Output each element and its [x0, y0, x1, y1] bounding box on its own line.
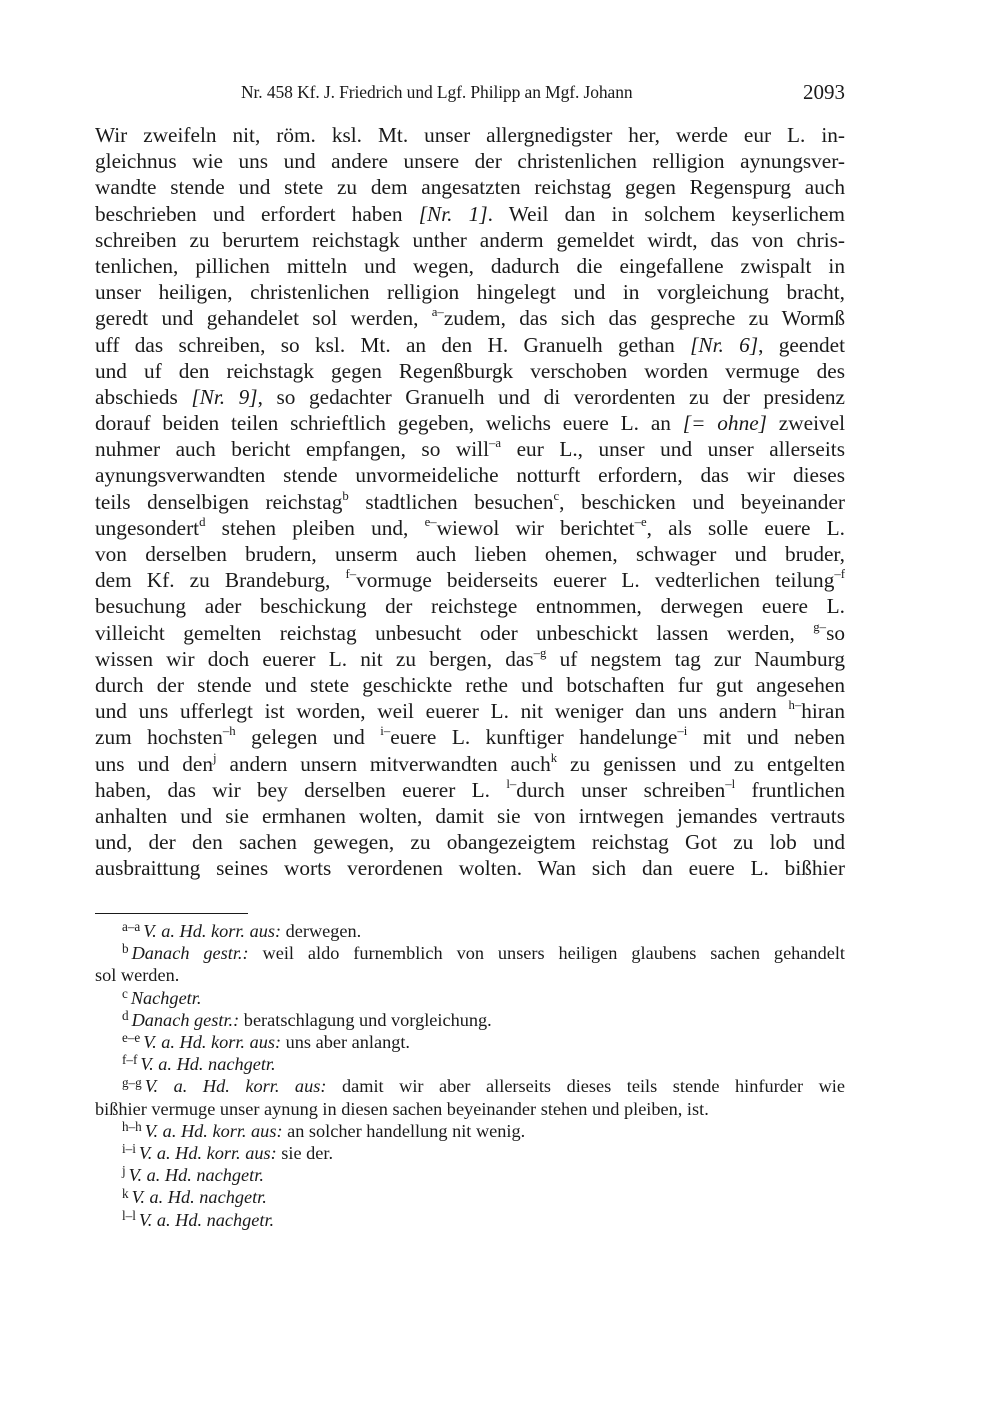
footnote-text: Nachgetr. — [130, 987, 202, 1008]
footnote-mark: k — [122, 1185, 129, 1201]
text-line: ungesondert$^d$ stehen pleiben und, $^{e-}$wiewol wir berichtet$^{-e}$, als solle euere L. — [95, 514, 845, 540]
footnote-line — [95, 964, 845, 986]
text-line: wissen wir doch euerer L. nit zu bergen, das$^{-g}$ uf negstem tag zur Naumburg — [95, 645, 845, 671]
footnote-text: Danach gestr.: weil aldo furnemblich von unsers heiligen glaubens sachen gehandelt — [131, 943, 845, 964]
footnote-text: V. a. Hd. nachgetr. — [140, 1054, 276, 1075]
footnote-line — [95, 1120, 845, 1142]
text-line: tenlichen, pillichen mitteln und wegen, dadurch die eingefallene zwispalt in — [95, 253, 845, 278]
footnote-mark: d — [122, 1007, 129, 1023]
footnote-line — [95, 1209, 845, 1231]
footnote-line — [95, 1053, 845, 1075]
footnote-line — [95, 920, 845, 942]
footnote — [95, 1186, 845, 1208]
text-line: Wir zweifeln nit, röm. ksl. Mt. unser allergnedigster her, werde eur L. in- — [95, 123, 845, 147]
text-line: villeicht gemelten reichstag unbesucht oder unbeschickt lassen werden, $^{g-}$so — [95, 619, 845, 645]
text-line: besuchung ader beschickung der reichstege entnommen, derwegen euere L. — [95, 594, 845, 619]
footnote-text: V. a. Hd. korr. aus: damit wir aber allerseits dieses teils stende hinfurder wie — [144, 1076, 845, 1097]
footnote-text: V. a. Hd. korr. aus: sie der. — [138, 1143, 334, 1164]
footnote-mark: j — [122, 1163, 126, 1179]
footnote-mark: b — [122, 941, 129, 957]
footnote-mark: f–f — [122, 1052, 138, 1068]
text-line: schreiben zu berurtem reichstagk unther anderm gemeldet wirdt, das von chris- — [95, 227, 845, 252]
text-line: anhalten und sie ermhanen wolten, damit sie von irntwegen jemandes vertrauts — [95, 803, 845, 828]
footnote — [95, 942, 845, 986]
footnote-mark: e–e — [122, 1030, 141, 1046]
footnote — [95, 1209, 845, 1231]
text-line: zum hochsten$^{-h}$ gelegen und $^{i-}$euere L. kunftiger handelunge$^{-i}$ mit und neben — [95, 724, 846, 750]
text-line: durch der stende und stete geschickte rethe und botschaften fur gut angesehen — [95, 672, 845, 697]
page-number: 2093 — [803, 80, 845, 104]
footnote-mark: h–h — [122, 1118, 142, 1134]
footnote-line — [95, 1164, 845, 1186]
footnotes — [95, 920, 845, 1231]
text-line: und, der den sachen gewegen, zu obangezeigtem reichstag Got zu lob und — [95, 830, 845, 855]
footnote-text: V. a. Hd. nachgetr. — [131, 1187, 267, 1208]
text-line: von derselben brudern, unserm auch lieben ohemen, schwager und bruder, — [95, 542, 845, 566]
text-line: geredt und gehandelet sol werden, $^{a-}$zudem, das sich das gespreche zu Wormß — [95, 305, 845, 331]
text-line: aynungsverwandten stende unvormeideliche notturft erfordern, das wir dieses — [95, 463, 845, 488]
footnote-line — [95, 1186, 845, 1208]
text-line: uff das schreiben, so ksl. Mt. an den H. Granuelh gethan [Nr. 6], geendet — [95, 332, 845, 357]
footnote — [95, 1164, 845, 1186]
page-header — [95, 80, 845, 108]
main-text — [95, 122, 845, 881]
footnote — [95, 1031, 845, 1053]
text-line: gleichnus wie uns und andere unsere der christenlichen relligion aynungsver- — [95, 149, 845, 174]
footnote-text: V. a. Hd. korr. aus: an solcher handellung nit wenig. — [144, 1120, 526, 1141]
text-line: uns und den$^j$ andern unsern mitverwandten auch$^k$ zu genissen und zu entgelten — [95, 750, 845, 776]
footnote-line — [95, 987, 845, 1009]
footnote-mark: l–l — [122, 1207, 136, 1223]
footnote-text: V. a. Hd. korr. aus: derwegen. — [143, 921, 362, 941]
footnote-line — [95, 1142, 845, 1164]
text-line: abschieds [Nr. 9], so gedachter Granuelh und di verordenten zu der presidenz — [95, 384, 845, 409]
footnote-mark: i–i — [122, 1141, 136, 1157]
footnote — [95, 1120, 845, 1142]
footnote — [95, 920, 845, 942]
footnote-line — [95, 1098, 845, 1120]
footnote-line — [95, 1009, 845, 1031]
footnote — [95, 1142, 845, 1164]
footnote-text: V. a. Hd. korr. aus: uns aber anlangt. — [143, 1032, 411, 1053]
footnote-text: sol werden. — [95, 965, 180, 986]
footnote-text: V. a. Hd. nachgetr. — [138, 1209, 275, 1230]
footnote-line — [95, 1031, 845, 1053]
footnote-separator — [95, 913, 248, 914]
text-line: und uns ufferlegt ist worden, weil euerer L. nit weniger dan uns andern $^{h-}$hiran — [95, 698, 845, 724]
text-line: beschrieben und erfordert haben [Nr. 1]. Weil dan in solchem keyserlichem — [95, 201, 845, 226]
footnote-text: V. a. Hd. nachgetr. — [128, 1165, 264, 1186]
footnote — [95, 1053, 845, 1075]
running-title: Nr. 458 Kf. J. Friedrich und Lgf. Philipp an Mgf. Johann — [241, 82, 633, 102]
text-line: wandte stende und stete zu dem angesatzten reichstag gegen Regenspurg auch — [95, 175, 845, 200]
footnote-line — [95, 942, 845, 964]
text-line: teils denselbigen reichstag$^b$ stadtlichen besuchen$^c$, beschicken und beyeinander — [95, 488, 845, 514]
footnote-mark: c — [122, 985, 128, 1001]
text-line: haben, das wir bey derselben euerer L. $^{l-}$durch unser schreiben$^{-l}$ fruntlichen — [95, 776, 845, 802]
footnote-line — [95, 1075, 845, 1097]
text-line: dorauf beiden teilen schrieftlich gegeben, welichs euere L. an [= ohne] zweivel — [95, 411, 846, 436]
text-line: unser heiligen, christenlichen relligion hingelegt und in vorgleichung bracht, — [95, 280, 845, 305]
text-line: nuhmer auch bericht empfangen, so will$^{-a}$ eur L., unser und unser allerseits — [95, 436, 845, 462]
text-line: und uf den reichstagk gegen Regenßburgk verschoben worden vermuge des — [95, 358, 845, 383]
footnote-text: Danach gestr.: beratschlagung und vorgleichung. — [131, 1009, 492, 1030]
text-line: ausbraittung seines worts verordenen wolten. Wan sich dan euere L. bißhier — [95, 856, 845, 881]
footnote — [95, 1009, 845, 1031]
footnote — [95, 987, 845, 1009]
footnote-mark: g–g — [122, 1074, 142, 1090]
footnote-mark: a–a — [122, 919, 141, 935]
footnote — [95, 1075, 845, 1119]
footnote-text: bißhier vermuge unser aynung in diesen sachen beyeinander stehen und pleiben, ist. — [95, 1098, 709, 1119]
text-line: dem Kf. zu Brandeburg, $^{f-}$vormuge beiderseits euerer L. vedterlichen teilung$^{-f}$ — [95, 567, 845, 593]
